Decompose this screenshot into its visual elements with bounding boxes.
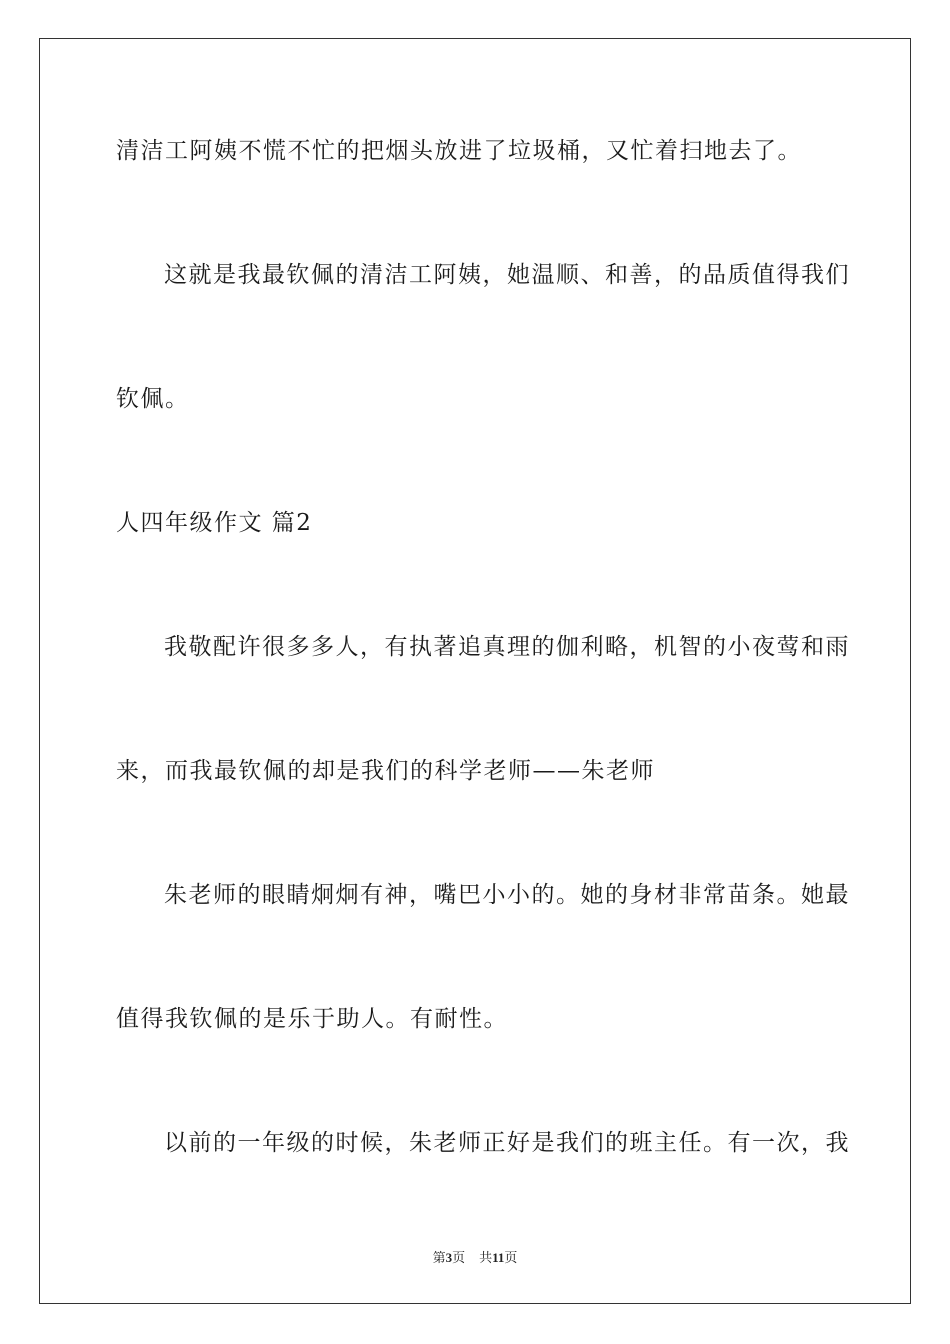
page-suffix: 页 <box>452 1250 466 1265</box>
total-prefix: 共 <box>479 1250 493 1265</box>
page-border <box>39 38 911 1304</box>
page-number: 3 <box>445 1250 453 1265</box>
section-heading: 人四年级作文 篇2 <box>116 510 313 536</box>
paragraph-line-5: 我敬配许很多多人，有执著追真理的伽利略，机智的小夜莺和雨 <box>164 634 850 660</box>
total-pages: 11 <box>492 1250 505 1265</box>
paragraph-line-3: 钦佩。 <box>116 386 190 412</box>
paragraph-line-8: 值得我钦佩的是乐于助人。有耐性。 <box>116 1006 508 1032</box>
page-footer <box>0 1247 950 1266</box>
paragraph-line-6: 来，而我最钦佩的却是我们的科学老师——朱老师 <box>116 758 655 784</box>
page-prefix: 第 <box>432 1250 446 1265</box>
total-suffix: 页 <box>504 1250 518 1265</box>
paragraph-line-1: 清洁工阿姨不慌不忙的把烟头放进了垃圾桶，又忙着扫地去了。 <box>116 138 802 164</box>
paragraph-line-7: 朱老师的眼睛炯炯有神，嘴巴小小的。她的身材非常苗条。她最 <box>164 882 850 908</box>
paragraph-line-9: 以前的一年级的时候，朱老师正好是我们的班主任。有一次，我 <box>164 1130 850 1156</box>
paragraph-line-2: 这就是我最钦佩的清洁工阿姨，她温顺、和善，的品质值得我们 <box>164 262 850 288</box>
